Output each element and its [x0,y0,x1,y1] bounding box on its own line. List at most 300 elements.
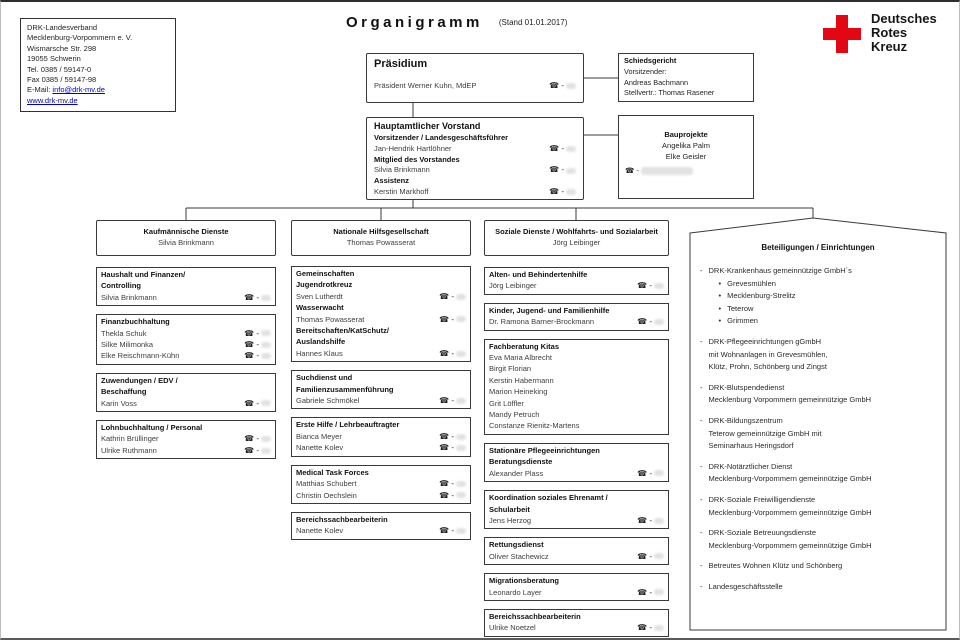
row-text: Kerstin Habermann [489,375,554,385]
row-text: Controlling [101,281,141,291]
redacted-number [261,342,271,348]
row-text: Ulrike Noetzel [489,623,536,633]
contact-email-line [27,85,169,95]
org-box-row [489,280,664,291]
redacted-number [456,445,466,451]
row-text: Silvia Brinkmann [374,165,430,175]
org-box-row [296,442,466,453]
bullet-icon: • [718,316,722,326]
schiedsgericht-line: Andreas Bachmann [624,77,689,87]
phone-icon: ☎ - [439,431,466,442]
row-text: Schularbeit [489,504,530,514]
phone-icon: ☎ - [244,339,271,350]
praesidium-box [366,53,584,103]
department-header-soziale-dienste [484,220,669,256]
list-item [700,415,936,453]
phone-icon: ☎ - [637,468,664,479]
row-text: Jugendrotkreuz [296,280,353,290]
row-text: Wasserwacht [296,303,344,313]
redacted-number [456,492,466,498]
row-text: Eva Maria Albrecht [489,353,552,363]
org-box-row [101,445,271,456]
bullet-icon: • [718,303,722,313]
row-text: Bianca Meyer [296,431,342,441]
redacted-number [456,316,466,322]
title-block [346,14,567,31]
vorstand-title: Hauptamtlicher Vorstand [374,121,481,131]
praesidium-title: Präsidium [374,58,428,70]
org-box-row [489,398,664,409]
org-box [96,267,276,306]
row-text: Suchdienst und [296,373,353,383]
org-box-row [296,336,466,347]
list-item-line: DRK-Soziale Betreuungsdienste [708,528,817,538]
row-text: Bereichssachbearbeiterin [489,611,581,621]
row-text: Familienzusammenführung [296,384,394,394]
redacted-number [566,189,576,195]
contact-line: Tel. 0385 / 59147-0 [27,64,92,74]
row-text: Beschaffung [101,387,147,397]
list-item-line: Mecklenburg-Vorpommern gemeinnützige GmbH [708,507,872,517]
dash-icon: - [700,415,703,425]
vorstand-row [374,133,576,144]
org-box-row [296,395,466,406]
vorstand-box [366,117,584,200]
org-box-row [489,551,664,562]
redacted-number [261,295,271,301]
dash-icon: - [700,528,703,538]
org-box [96,314,276,365]
phone-icon: ☎ - [637,551,664,562]
vorstand-row [374,176,576,187]
bullet-item [709,290,852,303]
row-text: Jan-Hendrik Hartlöhner [374,143,452,153]
list-item [700,581,936,594]
row-text: Kinder, Jugend- und Familienhilfe [489,305,610,315]
row-text: Bereichssachbearbeiterin [296,514,388,524]
row-text: Stationäre Pflegeeinrichtungen [489,445,600,455]
beteiligungen-list [700,265,936,593]
org-box-row [101,398,271,409]
org-box-row [489,363,664,374]
phone-icon: ☎ - [439,442,466,453]
org-box-row [101,292,271,303]
redacted-number [456,294,466,300]
row-text: Haushalt und Finanzen/ [101,270,186,279]
org-box-row [101,328,271,339]
row-text: Christin Oechslein [296,490,357,500]
row-text: Koordination soziales Ehrenamt / [489,493,608,503]
drk-logo-text [871,12,937,54]
org-box [96,420,276,459]
row-text: Erste Hilfe / Lehrbeauftragter [296,420,400,430]
org-box [291,465,471,504]
row-text: Thekla Schuk [101,328,147,338]
org-box-row [489,445,664,456]
org-box-row [101,269,271,280]
redacted-number [261,330,271,336]
org-box-row [489,504,664,515]
org-box-row [489,456,664,467]
column-soziale-dienste [484,267,669,637]
logo-line: Deutsches [871,11,937,26]
redacted-number [654,319,664,325]
contact-line: Wismarsche Str. 298 [27,43,97,53]
org-box [291,512,471,540]
org-box [291,417,471,456]
dash-icon: - [700,494,703,504]
phone-icon: ☎ - [637,515,664,526]
schiedsgericht-title: Schiedsgericht [624,56,677,65]
redacted-number [654,470,664,476]
row-text: Sven Lutherdt [296,291,343,301]
bullet-text: Grevesmühlen [727,278,776,288]
dash-icon: - [700,461,703,471]
phone-icon: ☎ - [439,314,466,325]
row-text: Gabriele Schmökel [296,396,360,406]
list-item [700,494,936,519]
org-box-row [296,467,466,478]
org-box-row [101,316,271,327]
bauprojekte-box [618,115,754,199]
org-box-row [489,587,664,598]
row-text: Jörg Leibinger [489,281,537,291]
row-text: Marion Heineking [489,387,548,397]
list-item [700,265,936,328]
org-box-row [296,525,466,536]
redacted-number [654,553,664,559]
redacted-number [566,168,576,174]
row-text: Jens Herzog [489,515,532,525]
page-title: Organigramm [346,14,483,31]
bullet-item [709,303,852,316]
schiedsgericht-box [618,53,754,102]
dash-icon: - [700,382,703,392]
list-item-text [709,527,872,552]
beteiligungen-panel [690,226,946,593]
list-item [700,560,936,573]
org-box [291,370,471,409]
list-item-text [709,415,822,453]
org-box-row [296,490,466,501]
department-lead: Thomas Powasserat [346,238,416,247]
row-text: Hannes Klaus [296,348,343,358]
praesidium-person [374,80,576,91]
phone-icon: ☎ - [549,144,576,155]
row-text: Leonardo Layer [489,587,542,597]
phone-icon: ☎ - [244,328,271,339]
row-text: Oliver Stachewicz [489,551,549,561]
row-text: Dr. Ramona Barner-Brockmann [489,317,595,327]
contact-line: Fax 0385 / 59147-98 [27,75,97,85]
org-box-row [489,622,664,633]
org-box-row [489,305,664,316]
org-box-row [489,352,664,363]
list-item [700,336,936,374]
list-item-line: Klütz, Prohn, Schönberg und Zingst [708,362,827,372]
redacted-number [456,481,466,487]
phone-icon: ☎ - [637,280,664,291]
org-box [484,537,669,565]
phone-icon: ☎ - [244,398,271,409]
department-lead: Jörg Leibinger [552,238,601,247]
org-box-row [296,268,466,279]
list-item-line: DRK-Soziale Freiwilligendienste [708,494,816,504]
org-box [484,490,669,529]
list-item-text [709,382,872,407]
bullet-text: Teterow [727,303,754,313]
org-box-row [489,269,664,280]
phone-icon: ☎ - [244,433,271,444]
column-kaufmaennische-dienste [96,267,276,459]
phone-icon: ☎ - [549,80,576,91]
org-box-row [489,539,664,550]
row-text: Migrationsberatung [489,576,560,586]
org-box-row [101,339,271,350]
org-box [484,573,669,601]
phone-icon: ☎ - [244,445,271,456]
org-box [96,373,276,412]
org-box-row [296,291,466,302]
org-box-row [489,420,664,431]
list-item-text [709,581,783,594]
row-text: Gemeinschaften [296,269,355,278]
list-item-text [709,336,828,374]
row-text: Zuwendungen / EDV / [101,375,178,385]
org-box-row [296,431,466,442]
vorstand-row [374,187,576,198]
contact-line: 19055 Schwerin [27,54,81,64]
row-text: Constanze Rienitz-Martens [489,421,580,431]
redacted-number [261,353,271,359]
list-item-line: DRK-Notärztlicher Dienst [708,461,793,471]
list-item-line: Landesgeschäftsstelle [708,581,783,591]
redacted-number [261,436,271,442]
row-text: Birgit Florian [489,364,532,374]
row-text: Mitglied des Vorstandes [374,154,460,164]
org-box-row [296,325,466,336]
org-box-row [489,341,664,352]
phone-icon: ☎ - [244,292,271,303]
org-box-row [489,468,664,479]
redacted-number [456,398,466,404]
phone-icon: ☎ - [244,350,271,361]
bullet-text: Mecklenburg-Strelitz [727,291,796,301]
vorstand-row [374,155,576,166]
phone-icon: ☎ - [439,525,466,536]
row-text: Kerstin Markhoff [374,186,429,196]
row-text: Rettungsdienst [489,540,544,550]
row-text: Grit Löffler [489,398,524,408]
row-text: Ulrike Ruthmann [101,445,157,455]
email-link[interactable]: info@drk-mv.de [52,85,105,95]
redacted-number [456,528,466,534]
phone-icon: ☎ - [549,165,576,176]
row-text: Karin Voss [101,398,137,408]
list-item-line: Mecklenburg-Vorpommern gemeinnützige GmbH [708,540,872,550]
phone-icon: ☎ - [637,622,664,633]
logo-line: Kreuz [871,39,908,54]
org-box-row [296,372,466,383]
contact-line: Mecklenburg-Vorpommern e. V. [27,33,133,43]
phone-icon: ☎ - [439,490,466,501]
row-text: Vorsitzender / Landesgeschäftsführer [374,133,509,142]
column-nationale-hilfsgesellschaft [291,266,471,540]
list-item-line: Betreutes Wohnen Klütz und Schönberg [708,561,843,571]
red-cross-icon [823,15,861,53]
org-box-row [101,280,271,291]
row-text: Nanette Kolev [296,443,344,453]
org-box [484,443,669,482]
department-header-kaufmaennische-dienste [96,220,276,256]
row-text: Fachberatung Kitas [489,341,560,351]
org-box [291,266,471,362]
org-box-row [101,386,271,397]
org-box-row [296,384,466,395]
bauprojekte-person: Angelika Palm [662,141,710,150]
person-name: Präsident Werner Kuhn, MdEP [374,81,477,90]
redacted-number [261,400,271,406]
list-item-text [709,560,843,573]
schiedsgericht-line: Stellvertr.: Thomas Rasener [624,88,715,98]
org-box-row [489,409,664,420]
row-text: Alexander Plass [489,468,544,478]
row-text: Mandy Petruch [489,410,540,420]
dash-icon: - [700,561,703,571]
dash-icon: - [700,266,703,275]
bullet-icon: • [718,291,722,301]
list-item-line: mit Wohnanlagen in Grevesmühlen, [708,349,828,359]
phone-icon: ☎ - [439,348,466,359]
org-box-row [489,575,664,586]
org-box-row [489,386,664,397]
list-item-line: Mecklenburg-Vorpommern gemeinnützige GmbH [708,474,872,484]
org-box-row [296,279,466,290]
phone-icon: ☎ - [439,395,466,406]
row-text: Silke Milimonka [101,340,154,350]
department-header-nationale-hilfsgesellschaft [291,220,471,256]
list-item-line: DRK-Pflegeeinrichtungen gGmbH [708,336,822,346]
org-box-row [101,422,271,433]
redacted-number [641,167,693,175]
phone-icon: ☎ - [439,478,466,489]
website-link[interactable]: www.drk-mv.de [27,95,78,105]
row-text: Alten- und Behindertenhilfe [489,270,588,279]
org-box-row [296,478,466,489]
org-box-row [296,348,466,359]
redacted-number [566,83,576,89]
bullet-text: Grimmen [727,316,758,326]
org-box-row [296,314,466,325]
logo-line: Rotes [871,25,908,40]
bauprojekte-title: Bauprojekte [664,130,708,139]
list-item-line: Teterow gemeinnützige GmbH mit [708,428,822,438]
row-text: Matthias Schubert [296,479,357,489]
department-title: Nationale Hilfsgesellschaft [333,227,429,237]
department-title: Soziale Dienste / Wohlfahrts- und Sozialarbeit [495,227,658,237]
redacted-number [566,146,576,152]
row-text: Lohnbuchhaltung / Personal [101,423,203,433]
row-text: Bereitschaften/KatSchutz/ [296,326,389,336]
org-box-row [101,375,271,386]
redacted-number [654,589,664,595]
list-item-text [709,265,852,328]
org-box [484,303,669,331]
list-item [700,382,936,407]
org-box-row [489,611,664,622]
list-item-text [709,461,872,486]
row-text: Beratungsdienste [489,457,553,467]
org-box-row [489,492,664,503]
org-box-row [101,350,271,361]
row-text: Silvia Brinkmann [101,292,157,302]
row-text: Kathrin Brüllinger [101,434,159,444]
dash-icon: - [700,581,703,591]
redacted-number [654,283,664,289]
list-item [700,527,936,552]
org-box-row [489,515,664,526]
contact-card [20,18,176,112]
list-item-line: Mecklenburg Vorpommern gemeinnützige GmbH [708,395,872,405]
row-text: Elke Reischmann-Kühn [101,351,180,361]
org-box-row [101,433,271,444]
phone-icon: ☎ - [637,316,664,327]
org-box-row [296,419,466,430]
department-title: Kaufmännische Dienste [143,227,229,237]
list-item-line: DRK-Bildungszentrum [708,415,783,425]
org-box-row [296,514,466,525]
phone-icon: ☎ - [439,291,466,302]
schiedsgericht-line: Vorsitzender: [624,66,667,76]
bauprojekte-person: Elke Geisler [665,152,707,161]
org-box [484,267,669,295]
phone-icon: ☎ - [549,187,576,198]
beteiligungen-title: Beteiligungen / Einrichtungen [761,243,875,252]
phone-icon: ☎ - [637,587,664,598]
contact-line: DRK-Landesverband [27,23,98,32]
redacted-number [654,625,664,631]
bullet-icon: • [718,278,722,288]
row-text: Thomas Powasserat [296,314,365,324]
row-text: Auslandshilfe [296,337,346,347]
redacted-number [654,518,664,524]
row-text: Assistenz [374,176,410,186]
date-note: (Stand 01.01.2017) [498,18,568,27]
org-box-row [489,375,664,386]
list-item-line: DRK-Krankenhaus gemeinnützige GmbH´s [708,266,852,275]
email-label: E-Mail: [27,85,53,95]
org-box-row [296,302,466,313]
bullet-item [709,315,852,328]
vorstand-row [374,144,576,155]
org-box-row [489,316,664,327]
org-box [484,609,669,637]
list-item-text [709,494,872,519]
list-item-line: DRK-Blutspendedienst [708,382,785,392]
org-box [484,339,669,435]
redacted-number [456,434,466,440]
bullet-item [709,278,852,291]
dash-icon: - [700,336,703,346]
redacted-number [261,448,271,454]
list-item [700,461,936,486]
redacted-number [456,351,466,357]
vorstand-row [374,165,576,176]
row-text: Medical Task Forces [296,467,369,477]
list-item-line: Seminarhaus Heringsdorf [708,441,794,451]
row-text: Nanette Kolev [296,526,344,536]
phone-icon: ☎ - [625,165,747,176]
